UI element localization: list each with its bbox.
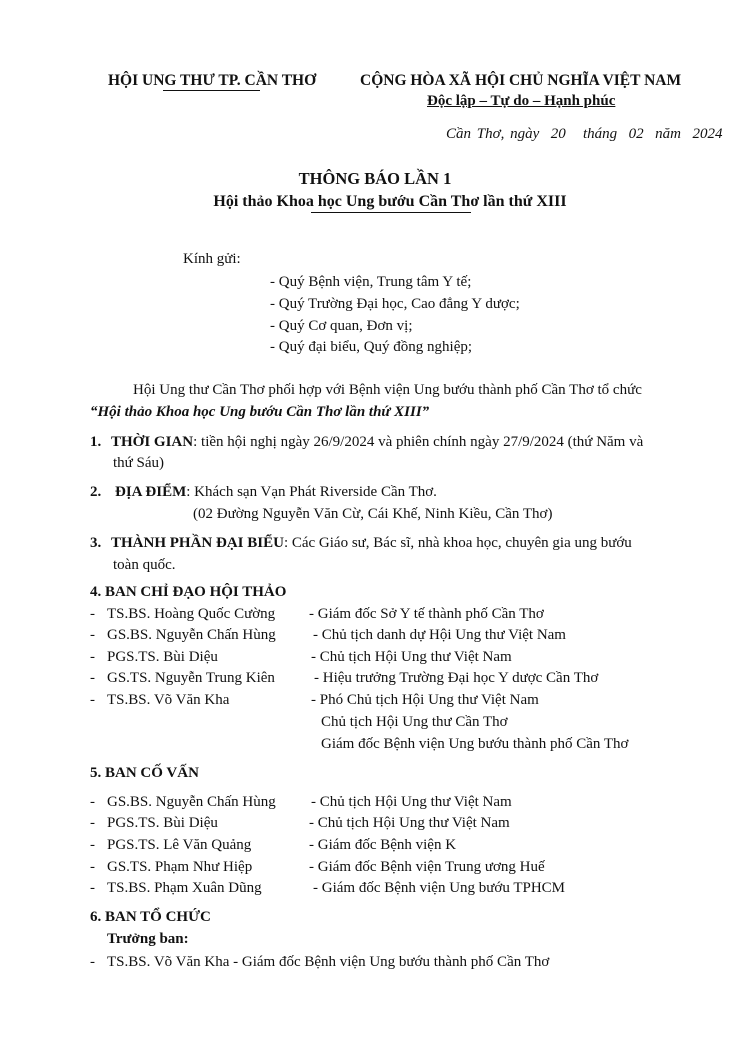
section-number: 1. bbox=[90, 434, 102, 450]
section-venue bbox=[90, 484, 437, 501]
issuing-organization: HỘI UNG THƯ TP. CẦN THƠ bbox=[108, 72, 317, 89]
list-dash: - bbox=[90, 649, 95, 665]
greeting-label: Kính gửi: bbox=[183, 251, 241, 267]
list-dash: - bbox=[90, 627, 95, 643]
member-role: - Giám đốc Sở Y tế thành phố Cần Thơ bbox=[309, 606, 544, 622]
section-text-continued: thứ Sáu) bbox=[113, 455, 165, 471]
advisory-heading: 5. BAN CỐ VẤN bbox=[90, 765, 199, 781]
section-number: 3. bbox=[90, 535, 102, 551]
section-number: 2. bbox=[90, 484, 102, 500]
steering-heading: 4. BAN CHỈ ĐẠO HỘI THẢO bbox=[90, 584, 287, 600]
subtitle-underline bbox=[311, 212, 471, 213]
member-role-continued: Giám đốc Bệnh viện Ung bướu thành phố Cần Thơ bbox=[321, 736, 629, 752]
member-entry: TS.BS. Võ Văn Kha - Giám đốc Bệnh viện Ung bướu thành phố Cần Thơ bbox=[107, 954, 550, 970]
section-label: THÀNH PHẦN ĐẠI BIỂU bbox=[111, 535, 284, 551]
document-subtitle: Hội thảo Khoa học Ung bướu Cần Thơ lần thứ XIII bbox=[213, 193, 567, 210]
recipient-line: - Quý Trường Đại học, Cao đẳng Y dược; bbox=[270, 296, 520, 312]
recipient-line: - Quý đại biểu, Quý đồng nghiệp; bbox=[270, 339, 473, 355]
member-name: PGS.TS. Bùi Diệu bbox=[107, 815, 218, 831]
recipient-line: - Quý Cơ quan, Đơn vị; bbox=[270, 318, 413, 334]
document-date: Cần Thơ, ngày 20 tháng 02 năm 2024 bbox=[446, 126, 723, 142]
section-text: : Các Giáo sư, Bác sĩ, nhà khoa học, chuyên gia ung bướu bbox=[283, 535, 632, 551]
list-dash: - bbox=[90, 954, 95, 970]
member-role: - Giám đốc Bệnh viện Ung bướu TPHCM bbox=[313, 880, 566, 896]
member-role: - Phó Chủ tịch Hội Ung thư Việt Nam bbox=[311, 692, 539, 708]
member-name: GS.TS. Phạm Như Hiệp bbox=[107, 859, 253, 875]
member-role: - Chủ tịch Hội Ung thư Việt Nam bbox=[309, 815, 510, 831]
list-dash: - bbox=[90, 880, 95, 896]
section-label: ĐỊA ĐIỂM bbox=[115, 484, 187, 500]
member-name: PGS.TS. Bùi Diệu bbox=[107, 649, 218, 665]
member-role: - Chủ tịch Hội Ung thư Việt Nam bbox=[311, 794, 512, 810]
document-title: THÔNG BÁO LẦN 1 bbox=[298, 169, 452, 188]
member-role-continued: Chủ tịch Hội Ung thư Cần Thơ bbox=[321, 714, 508, 730]
organization-underline bbox=[163, 90, 260, 91]
organizing-subheading: Trưởng ban: bbox=[107, 931, 189, 947]
national-title: CỘNG HÒA XÃ HỘI CHỦ NGHĨA VIỆT NAM bbox=[360, 72, 682, 89]
member-name: TS.BS. Hoàng Quốc Cường bbox=[107, 606, 276, 622]
member-name: GS.TS. Nguyễn Trung Kiên bbox=[107, 670, 275, 686]
intro-text: Hội Ung thư Cần Thơ phối hợp với Bệnh viện Ung bướu thành phố Cần Thơ tổ chức bbox=[133, 382, 642, 398]
list-dash: - bbox=[90, 794, 95, 810]
list-dash: - bbox=[90, 859, 95, 875]
member-role: - Chủ tịch danh dự Hội Ung thư Việt Nam bbox=[313, 627, 566, 643]
section-text-continued: toàn quốc. bbox=[113, 557, 176, 573]
venue-address: (02 Đường Nguyễn Văn Cừ, Cái Khế, Ninh Kiều, Cần Thơ) bbox=[193, 506, 553, 522]
recipient-line: - Quý Bệnh viện, Trung tâm Y tế; bbox=[270, 274, 472, 290]
member-name: PGS.TS. Lê Văn Quảng bbox=[107, 837, 252, 853]
list-dash: - bbox=[90, 815, 95, 831]
member-name: GS.BS. Nguyễn Chấn Hùng bbox=[107, 794, 276, 810]
member-role: - Giám đốc Bệnh viện Trung ương Huế bbox=[309, 859, 545, 875]
member-name: TS.BS. Phạm Xuân Dũng bbox=[107, 880, 262, 896]
section-label: THỜI GIAN bbox=[111, 434, 194, 450]
section-participants bbox=[90, 535, 632, 552]
section-time bbox=[90, 434, 643, 451]
list-dash: - bbox=[90, 837, 95, 853]
list-dash: - bbox=[90, 670, 95, 686]
member-name: TS.BS. Võ Văn Kha bbox=[107, 692, 230, 708]
national-motto: Độc lập – Tự do – Hạnh phúc bbox=[427, 93, 616, 109]
organizing-heading: 6. BAN TỔ CHỨC bbox=[90, 909, 211, 925]
member-role: - Hiệu trưởng Trường Đại học Y dược Cần Thơ bbox=[314, 670, 599, 686]
section-text: : tiền hội nghị ngày 26/9/2024 và phiên chính ngày 27/9/2024 (thứ Năm và bbox=[193, 434, 644, 450]
section-text: : Khách sạn Vạn Phát Riverside Cần Thơ. bbox=[186, 484, 437, 500]
event-name: “Hội thảo Khoa học Ung bướu Cần Thơ lần thứ XIII” bbox=[90, 404, 430, 420]
list-dash: - bbox=[90, 692, 95, 708]
list-dash: - bbox=[90, 606, 95, 622]
member-role: - Chủ tịch Hội Ung thư Việt Nam bbox=[311, 649, 512, 665]
member-name: GS.BS. Nguyễn Chấn Hùng bbox=[107, 627, 276, 643]
member-role: - Giám đốc Bệnh viện K bbox=[309, 837, 457, 853]
